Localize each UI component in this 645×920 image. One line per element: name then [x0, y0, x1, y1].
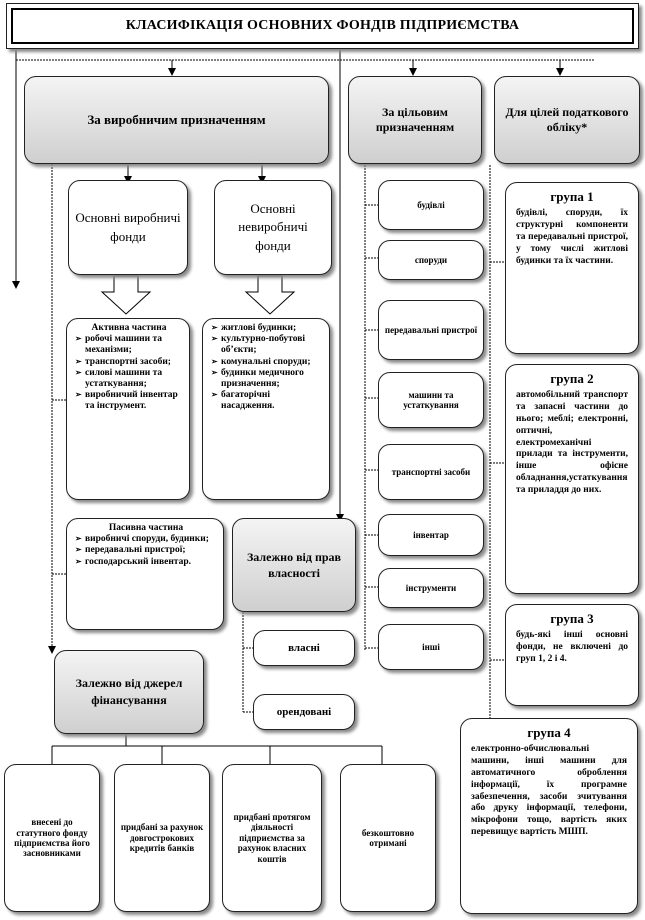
target-item: передавальні пристрої [378, 300, 484, 360]
target-item: інструменти [378, 568, 484, 608]
diagram-title: КЛАСИФІКАЦІЯ ОСНОВНИХ ФОНДІВ ПІДПРИЄМСТВА [11, 8, 634, 44]
financing-item-1: внесені до статутного фонду підприємства його засновниками [4, 764, 100, 912]
target-item: транспортні засоби [378, 444, 484, 500]
target-item: інші [378, 624, 484, 670]
nonproductive-list-box [202, 318, 330, 500]
list-item: ➢ транспортні засоби; [75, 357, 183, 368]
tax-group-2 [505, 364, 639, 594]
tax-group-text: електронно-обчислювальні машини, інші машини для автоматичного оброблення інформації, їх програмне забезпечення, засоби зчитування або друку інформації, телефони, мікрофони тощо, вартість яких перевищує вартість МШП. [471, 744, 627, 838]
tax-group-1 [505, 182, 639, 354]
financing-item-4: безкоштовно отримані [340, 764, 436, 912]
tax-group-text: автомобільний транспорт та запасні частини до нього; меблі; електронні, оптичні, електромеханічні прилади та інструменти, інше офісне обладнання,устаткування та приладдя до них. [516, 390, 628, 495]
list-item: ➢ багаторічні насадження. [211, 390, 323, 412]
target-item: інвентар [378, 514, 484, 556]
tax-group-4 [460, 718, 638, 914]
ownership-own: власні [253, 630, 355, 666]
tax-group-text: будівлі, споруди, їх структурні компоненти та передавальні пристрої, у тому числі житлові будинки та їх частини. [516, 208, 628, 266]
financing-header: Залежно від джерел фінансування [54, 650, 204, 734]
productive-funds: Основні виробничі фонди [68, 180, 188, 275]
ownership-leased: орендовані [253, 694, 355, 730]
target-item: споруди [378, 240, 484, 280]
active-part-box [66, 318, 190, 500]
financing-item-3: придбані протягом діяльності підприємства за рахунок власних коштів [222, 764, 322, 912]
tax-group-title: група 3 [550, 611, 594, 626]
target-item: машини та устаткування [378, 372, 484, 428]
header-production: За виробничим призначенням [24, 76, 329, 164]
passive-part-title: Пасивна частина [108, 523, 184, 533]
list-item: ➢ виробничий інвентар та інструмент. [75, 390, 183, 412]
tax-group-title: група 2 [550, 371, 594, 386]
nonproductive-funds: Основні невиробничі фонди [214, 180, 332, 275]
header-tax: Для цілей податкового обліку* [494, 76, 640, 164]
list-item: ➢ культурно-побутові об’єкти; [211, 334, 323, 356]
list-item: ➢ робочі машини та механізми; [75, 334, 183, 356]
target-item: будівлі [378, 180, 484, 230]
list-item: ➢ господарський інвентар. [75, 557, 217, 568]
financing-item-2: придбані за рахунок довгострокових кредитів банків [114, 764, 210, 912]
list-item: ➢ силові машини та устаткування; [75, 368, 183, 390]
list-item: ➢ комунальні споруди; [211, 357, 323, 368]
header-target: За цільовим призначенням [348, 76, 482, 164]
tax-group-title: група 1 [550, 189, 594, 204]
active-part-title: Активна частина [91, 323, 167, 333]
tax-group-title: група 4 [527, 725, 571, 740]
list-item: ➢ житлові будинки; [211, 323, 323, 334]
passive-part-box [66, 518, 224, 630]
list-item: ➢ будинки медичного призначення; [211, 368, 323, 390]
list-item: ➢ виробничі споруди, будинки; [75, 534, 217, 545]
tax-group-text: будь-які інші основні фонди, не включені до груп 1, 2 і 4. [516, 630, 628, 664]
list-item: ➢ передавальні пристрої; [75, 545, 217, 556]
ownership-header: Залежно від прав власності [232, 518, 356, 612]
diagram-title-frame [6, 3, 639, 49]
tax-group-3 [505, 604, 639, 706]
